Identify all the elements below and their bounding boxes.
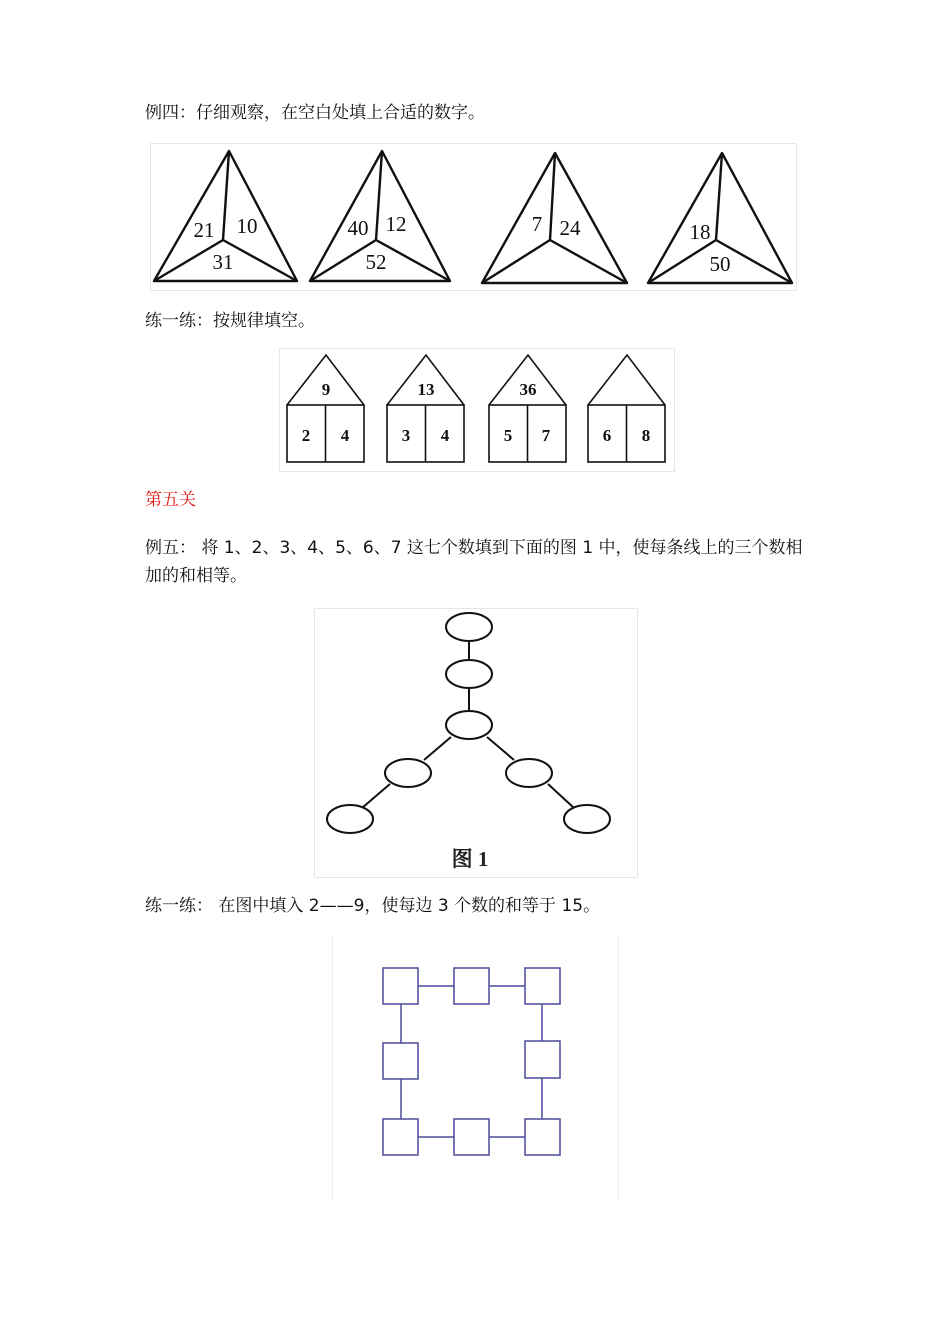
triangle-3 — [482, 153, 627, 283]
box-bottom-middle — [454, 1119, 489, 1155]
house-1-roof-number: 9 — [321, 380, 331, 399]
circle-right-end — [564, 805, 610, 833]
square-box-figure — [332, 936, 619, 1200]
house-2-roof-number: 13 — [417, 380, 435, 399]
triangle-4-bottom-number: 50 — [709, 252, 731, 276]
circle-center — [446, 711, 492, 739]
house-2-right-number: 4 — [440, 426, 450, 445]
triangle-2-right-number: 12 — [385, 212, 407, 236]
house-2-left-number: 3 — [401, 426, 411, 445]
practice5-heading: 练一练： 在图中填入 2——9，使每边 3 个数的和等于 15。 — [145, 896, 601, 916]
box-top-left — [383, 968, 418, 1004]
triangle-1-bottom-number: 31 — [212, 250, 234, 274]
level5-title: 第五关 — [145, 490, 196, 510]
triangle-4-left-number: 18 — [689, 220, 711, 244]
triangle-3-right-number: 24 — [559, 216, 581, 240]
triangle-1-right-number: 10 — [236, 214, 258, 238]
triangle-puzzle-figure — [150, 143, 797, 291]
house-3-roof-number: 36 — [519, 380, 537, 399]
circle-left-middle — [385, 759, 431, 787]
box-middle-right — [525, 1041, 560, 1078]
example4-heading: 例四：仔细观察，在空白处填上合适的数字。 — [145, 103, 485, 123]
box-middle-left — [383, 1043, 418, 1079]
triangle-3-left-number: 7 — [531, 212, 543, 236]
house-3-left-number: 5 — [503, 426, 513, 445]
house-1-left-number: 2 — [301, 426, 311, 445]
house-puzzle-figure — [279, 348, 675, 472]
y-shaped-circle-figure — [314, 608, 638, 878]
figure-caption: 图 1 — [451, 847, 489, 871]
triangle-2-left-number: 40 — [347, 216, 369, 240]
circle-left-end — [327, 805, 373, 833]
circle-upper-middle — [446, 660, 492, 688]
house-1 — [287, 355, 364, 462]
house-3 — [489, 355, 566, 462]
house-4-left-number: 6 — [602, 426, 612, 445]
box-bottom-left — [383, 1119, 418, 1155]
box-top-right — [525, 968, 560, 1004]
triangle-1-left-number: 21 — [193, 218, 215, 242]
example5-text-line2: 加的和相等。 — [145, 566, 247, 586]
practice4-heading: 练一练：按规律填空。 — [145, 311, 315, 331]
house-3-right-number: 7 — [541, 426, 551, 445]
circle-top — [446, 613, 492, 641]
box-top-middle — [454, 968, 489, 1004]
triangle-2-bottom-number: 52 — [365, 250, 387, 274]
house-1-right-number: 4 — [340, 426, 350, 445]
house-4-right-number: 8 — [641, 426, 651, 445]
example5-text-line1: 例五： 将 1、2、3、4、5、6、7 这七个数填到下面的图 1 中，使每条线上的三个数相 — [145, 538, 803, 558]
house-4 — [588, 355, 665, 462]
box-bottom-right — [525, 1119, 560, 1155]
house-2 — [387, 355, 464, 462]
circle-right-middle — [506, 759, 552, 787]
